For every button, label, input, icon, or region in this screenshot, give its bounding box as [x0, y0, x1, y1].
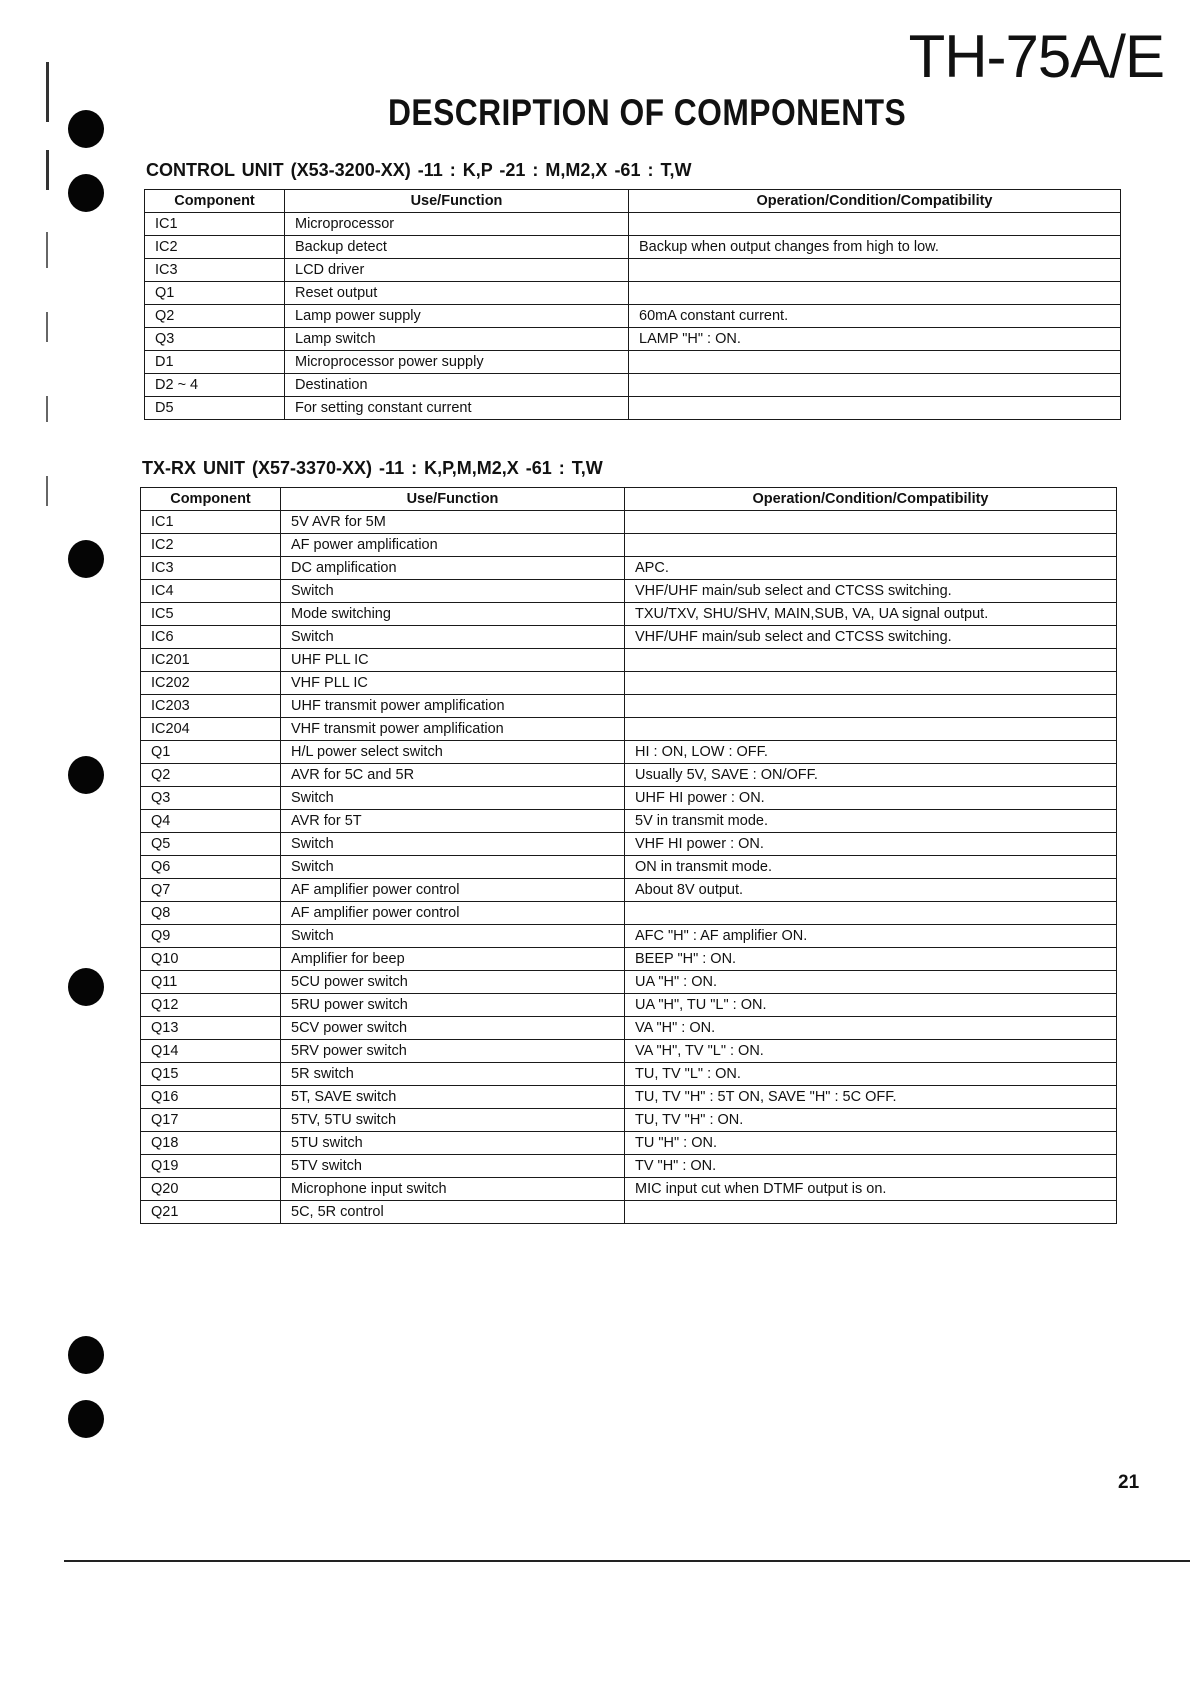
table-row: [145, 374, 1121, 397]
operation-cell: About 8V output.: [625, 879, 1117, 902]
table-row: [141, 810, 1117, 833]
table-row: [141, 1040, 1117, 1063]
operation-cell: VA "H", TV "L" : ON.: [625, 1040, 1117, 1063]
operation-cell: LAMP "H" : ON.: [629, 328, 1121, 351]
table-row: [145, 282, 1121, 305]
component-cell: Q21: [141, 1201, 281, 1224]
column-header-operation: Operation/Condition/Compatibility: [625, 488, 1117, 511]
operation-cell: TV "H" : ON.: [625, 1155, 1117, 1178]
use-function-cell: Lamp power supply: [285, 305, 629, 328]
table-row: [141, 649, 1117, 672]
table-row: [145, 305, 1121, 328]
use-function-cell: Switch: [281, 833, 625, 856]
use-function-cell: UHF PLL IC: [281, 649, 625, 672]
column-header-component: Component: [141, 488, 281, 511]
scan-edge-mark: [46, 312, 48, 342]
use-function-cell: Switch: [281, 626, 625, 649]
component-cell: Q15: [141, 1063, 281, 1086]
table-row: [141, 534, 1117, 557]
component-cell: Q4: [141, 810, 281, 833]
column-header-component: Component: [145, 190, 285, 213]
use-function-cell: Microprocessor: [285, 213, 629, 236]
table-row: [141, 925, 1117, 948]
use-function-cell: 5C, 5R control: [281, 1201, 625, 1224]
table-row: [145, 259, 1121, 282]
use-function-cell: 5RU power switch: [281, 994, 625, 1017]
use-function-cell: 5V AVR for 5M: [281, 511, 625, 534]
use-function-cell: Microphone input switch: [281, 1178, 625, 1201]
operation-cell: [629, 282, 1121, 305]
table-row: [141, 626, 1117, 649]
table-row: [141, 695, 1117, 718]
operation-cell: ON in transmit mode.: [625, 856, 1117, 879]
table-row: [141, 994, 1117, 1017]
page-title: DESCRIPTION OF COMPONENTS: [388, 92, 907, 133]
operation-cell: [625, 534, 1117, 557]
operation-cell: TXU/TXV, SHU/SHV, MAIN,SUB, VA, UA signal output.: [625, 603, 1117, 626]
operation-cell: [629, 213, 1121, 236]
scan-edge-mark: [46, 232, 48, 268]
component-cell: Q1: [141, 741, 281, 764]
component-cell: IC5: [141, 603, 281, 626]
use-function-cell: UHF transmit power amplification: [281, 695, 625, 718]
operation-cell: [625, 672, 1117, 695]
operation-cell: 60mA constant current.: [629, 305, 1121, 328]
operation-cell: [629, 397, 1121, 420]
use-function-cell: Destination: [285, 374, 629, 397]
use-function-cell: Switch: [281, 580, 625, 603]
use-function-cell: 5TV, 5TU switch: [281, 1109, 625, 1132]
component-cell: Q17: [141, 1109, 281, 1132]
use-function-cell: AF power amplification: [281, 534, 625, 557]
binder-hole: [68, 174, 104, 212]
control-unit-title: CONTROL UNIT (X53-3200-XX) -11 : K,P -21 : M,M2,X -61 : T,W: [146, 160, 692, 180]
use-function-cell: Backup detect: [285, 236, 629, 259]
control-unit-table: [144, 189, 1121, 420]
binder-hole: [68, 110, 104, 148]
table-row: [141, 1017, 1117, 1040]
table-row: [141, 856, 1117, 879]
component-cell: D5: [145, 397, 285, 420]
bottom-rule: [64, 1560, 1190, 1562]
component-cell: D1: [145, 351, 285, 374]
scan-edge-mark: [46, 150, 49, 190]
table-row: [141, 1063, 1117, 1086]
component-cell: Q10: [141, 948, 281, 971]
binder-hole: [68, 1400, 104, 1438]
use-function-cell: VHF transmit power amplification: [281, 718, 625, 741]
operation-cell: TU, TV "L" : ON.: [625, 1063, 1117, 1086]
component-cell: Q18: [141, 1132, 281, 1155]
table-header-row: [145, 190, 1121, 213]
operation-cell: APC.: [625, 557, 1117, 580]
table-row: [141, 1132, 1117, 1155]
operation-cell: 5V in transmit mode.: [625, 810, 1117, 833]
operation-cell: BEEP "H" : ON.: [625, 948, 1117, 971]
table-row: [141, 1155, 1117, 1178]
table-row: [141, 971, 1117, 994]
table-row: [141, 603, 1117, 626]
table-row: [141, 833, 1117, 856]
operation-cell: VHF/UHF main/sub select and CTCSS switching.: [625, 580, 1117, 603]
component-cell: Q9: [141, 925, 281, 948]
operation-cell: [625, 902, 1117, 925]
binder-hole: [68, 756, 104, 794]
use-function-cell: 5TU switch: [281, 1132, 625, 1155]
component-cell: Q3: [141, 787, 281, 810]
component-cell: Q2: [145, 305, 285, 328]
table-row: [141, 879, 1117, 902]
component-cell: IC1: [145, 213, 285, 236]
component-cell: Q14: [141, 1040, 281, 1063]
table-row: [141, 902, 1117, 925]
component-cell: Q3: [145, 328, 285, 351]
component-cell: Q13: [141, 1017, 281, 1040]
use-function-cell: LCD driver: [285, 259, 629, 282]
component-cell: Q12: [141, 994, 281, 1017]
operation-cell: [625, 511, 1117, 534]
table-row: [141, 580, 1117, 603]
use-function-cell: Microprocessor power supply: [285, 351, 629, 374]
column-header-operation: Operation/Condition/Compatibility: [629, 190, 1121, 213]
use-function-cell: Amplifier for beep: [281, 948, 625, 971]
operation-cell: [625, 649, 1117, 672]
operation-cell: UA "H" : ON.: [625, 971, 1117, 994]
table-row: [145, 351, 1121, 374]
component-cell: Q11: [141, 971, 281, 994]
component-cell: Q8: [141, 902, 281, 925]
table-row: [141, 741, 1117, 764]
component-cell: Q6: [141, 856, 281, 879]
component-cell: IC6: [141, 626, 281, 649]
operation-cell: [625, 695, 1117, 718]
page-number: 21: [1118, 1472, 1140, 1493]
component-cell: IC2: [141, 534, 281, 557]
operation-cell: [625, 718, 1117, 741]
component-cell: Q5: [141, 833, 281, 856]
table-row: [141, 1109, 1117, 1132]
component-cell: IC202: [141, 672, 281, 695]
table-row: [141, 557, 1117, 580]
use-function-cell: 5T, SAVE switch: [281, 1086, 625, 1109]
operation-cell: MIC input cut when DTMF output is on.: [625, 1178, 1117, 1201]
model-name: TH-75A/E: [908, 23, 1164, 90]
use-function-cell: Mode switching: [281, 603, 625, 626]
scan-edge-mark: [46, 396, 48, 422]
component-cell: IC201: [141, 649, 281, 672]
use-function-cell: Lamp switch: [285, 328, 629, 351]
operation-cell: AFC "H" : AF amplifier ON.: [625, 925, 1117, 948]
table-row: [145, 397, 1121, 420]
use-function-cell: AVR for 5C and 5R: [281, 764, 625, 787]
scan-edge-mark: [46, 62, 49, 122]
operation-cell: Backup when output changes from high to low.: [629, 236, 1121, 259]
use-function-cell: H/L power select switch: [281, 741, 625, 764]
use-function-cell: DC amplification: [281, 557, 625, 580]
component-cell: IC204: [141, 718, 281, 741]
component-cell: Q19: [141, 1155, 281, 1178]
table-header-row: [141, 488, 1117, 511]
use-function-cell: 5CV power switch: [281, 1017, 625, 1040]
table-row: [141, 948, 1117, 971]
table-row: [145, 236, 1121, 259]
operation-cell: VA "H" : ON.: [625, 1017, 1117, 1040]
operation-cell: TU "H" : ON.: [625, 1132, 1117, 1155]
operation-cell: TU, TV "H" : ON.: [625, 1109, 1117, 1132]
operation-cell: Usually 5V, SAVE : ON/OFF.: [625, 764, 1117, 787]
use-function-cell: 5CU power switch: [281, 971, 625, 994]
table-row: [141, 511, 1117, 534]
use-function-cell: Switch: [281, 787, 625, 810]
binder-hole: [68, 540, 104, 578]
component-cell: IC2: [145, 236, 285, 259]
use-function-cell: Reset output: [285, 282, 629, 305]
table-row: [145, 213, 1121, 236]
table-row: [141, 718, 1117, 741]
operation-cell: [629, 351, 1121, 374]
binder-hole: [68, 1336, 104, 1374]
component-cell: IC3: [145, 259, 285, 282]
operation-cell: [625, 1201, 1117, 1224]
scan-edge-mark: [46, 476, 48, 506]
control-unit-rows: [145, 213, 1121, 420]
operation-cell: HI : ON, LOW : OFF.: [625, 741, 1117, 764]
component-cell: IC4: [141, 580, 281, 603]
use-function-cell: Switch: [281, 856, 625, 879]
component-cell: IC203: [141, 695, 281, 718]
table-row: [141, 764, 1117, 787]
component-cell: IC3: [141, 557, 281, 580]
table-row: [141, 672, 1117, 695]
component-cell: D2 ~ 4: [145, 374, 285, 397]
column-header-use: Use/Function: [285, 190, 629, 213]
operation-cell: [629, 259, 1121, 282]
operation-cell: UHF HI power : ON.: [625, 787, 1117, 810]
operation-cell: TU, TV "H" : 5T ON, SAVE "H" : 5C OFF.: [625, 1086, 1117, 1109]
component-cell: Q16: [141, 1086, 281, 1109]
use-function-cell: 5RV power switch: [281, 1040, 625, 1063]
component-cell: Q20: [141, 1178, 281, 1201]
table-row: [141, 787, 1117, 810]
operation-cell: VHF HI power : ON.: [625, 833, 1117, 856]
use-function-cell: AVR for 5T: [281, 810, 625, 833]
txrx-unit-title: TX-RX UNIT (X57-3370-XX) -11 : K,P,M,M2,X -61 : T,W: [142, 458, 603, 478]
use-function-cell: VHF PLL IC: [281, 672, 625, 695]
txrx-unit-rows: [141, 511, 1117, 1224]
operation-cell: UA "H", TU "L" : ON.: [625, 994, 1117, 1017]
use-function-cell: AF amplifier power control: [281, 879, 625, 902]
binder-hole: [68, 968, 104, 1006]
txrx-unit-table: [140, 487, 1117, 1224]
use-function-cell: For setting constant current: [285, 397, 629, 420]
table-row: [141, 1086, 1117, 1109]
component-cell: IC1: [141, 511, 281, 534]
table-row: [145, 328, 1121, 351]
use-function-cell: AF amplifier power control: [281, 902, 625, 925]
column-header-use: Use/Function: [281, 488, 625, 511]
operation-cell: [629, 374, 1121, 397]
component-cell: Q1: [145, 282, 285, 305]
use-function-cell: 5TV switch: [281, 1155, 625, 1178]
component-cell: Q2: [141, 764, 281, 787]
component-cell: Q7: [141, 879, 281, 902]
table-row: [141, 1178, 1117, 1201]
use-function-cell: Switch: [281, 925, 625, 948]
operation-cell: VHF/UHF main/sub select and CTCSS switching.: [625, 626, 1117, 649]
use-function-cell: 5R switch: [281, 1063, 625, 1086]
table-row: [141, 1201, 1117, 1224]
